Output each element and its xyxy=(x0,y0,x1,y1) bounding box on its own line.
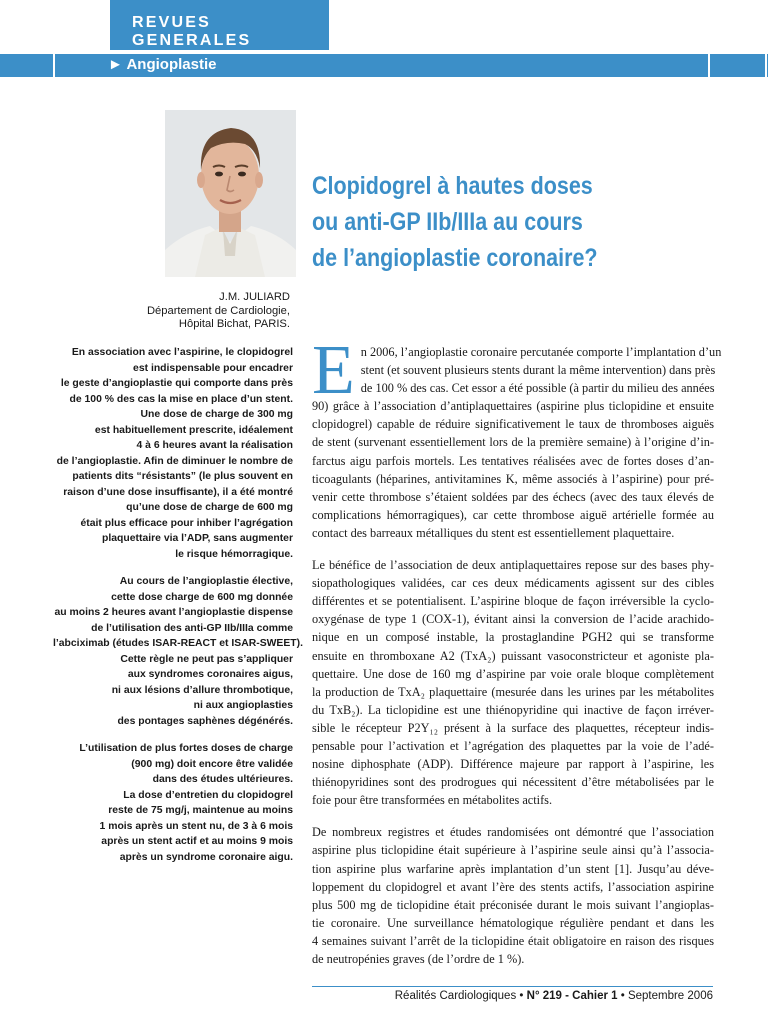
summary-line: dans des études ultérieures. xyxy=(152,774,293,785)
summary-line: est habituellement prescrite, idéalement xyxy=(94,424,293,436)
subsection-label: ► Angioplastie xyxy=(108,56,217,73)
body-paragraph xyxy=(312,556,714,809)
body-line: complications hémorragiques), car cette thrombose aiguë artérielle formée au xyxy=(312,507,714,522)
body-paragraph xyxy=(312,823,714,968)
page-footer xyxy=(395,990,713,1002)
author-photo xyxy=(165,110,296,277)
body-line: 90) grâce à l’association d’antiplaquettaires (aspirine plus ticlopidine et ensuite xyxy=(312,399,714,414)
summary-line: au moins 2 heures avant l’angioplastie dispense xyxy=(54,607,293,618)
body-line: aspirine plus ticlopidine était supérieure à l’aspirine seule ainsi qu’à l’associa- xyxy=(312,843,714,858)
summary-line: 4 à 6 heures avant la réalisation xyxy=(136,440,293,451)
body-line: tion aspirine plus warfarine après implantation d’un stent [1]. Jusqu’au déve- xyxy=(312,861,714,876)
body-line: du TxB₂). La ticlopidine est une thiénopyridine qui inactive de façon irréver- xyxy=(312,702,714,717)
summary-line: après un stent actif et au moins 9 mois xyxy=(101,836,293,847)
body-line: loppement du clopidogrel et avant l’ère des stents actifs, l’association aspirine xyxy=(312,879,714,894)
summary-line: était plus efficace pour inhiber l’agrégation xyxy=(80,517,293,529)
body-line: différentes et se potentialisent. L’aspirine bloque de façon irréversible la cyclo- xyxy=(312,594,714,609)
body-line: stent (et souvent plusieurs stents durant la même intervention) dans près xyxy=(360,363,716,378)
body-line: 4 semaines suivant l’arrêt de la ticlopidine était obligatoire en raison des risques xyxy=(312,933,714,948)
subsection-bar-left-chip xyxy=(0,54,53,77)
author-department: Département de Cardiologie, xyxy=(146,304,290,317)
body-column xyxy=(312,332,722,982)
footer-issue: N° 219 - Cahier 1 xyxy=(526,990,618,1002)
summary-line: Une dose de charge de 300 mg xyxy=(140,409,293,420)
body-line: de stent (survenant essentiellement lors de la première semaine) à l’origine d’in- xyxy=(312,435,714,450)
subsection-bar xyxy=(55,54,768,77)
body-line: n 2006, l’angioplastie coronaire percutanée comporte l’implantation d’un xyxy=(360,345,722,359)
summary-line: de l’utilisation des anti-GP IIb/IIIa comme xyxy=(91,622,293,634)
body-line: contact des barreaux métalliques du stent est essentiellement plaquettaire. xyxy=(312,525,675,540)
bar-divider xyxy=(765,54,767,77)
section-tab-label: REVUES GENERALES xyxy=(132,14,252,49)
summary-line: L’utilisation de plus fortes doses de charge xyxy=(79,743,293,754)
summary-line: La dose d’entretien du clopidogrel xyxy=(123,789,293,801)
body-line: nosine diphosphate (ADP). Différence majeure par rapport à l’aspirine, les xyxy=(312,757,714,772)
summary-line: aux syndromes coronaires aigus, xyxy=(127,669,293,680)
summary-line: En association avec l’aspirine, le clopidogrel xyxy=(71,347,293,358)
title-line: ou anti-GP IIb/IIIa au cours xyxy=(312,208,583,236)
body-paragraph xyxy=(312,332,722,542)
summary-line: après un syndrome coronaire aigu. xyxy=(119,851,293,863)
body-line: ticoagulants (héparines, antivitamines K, même associés à l’aspirine) pour pré- xyxy=(312,471,714,486)
summary-line: de l’angioplastie. Afin de diminuer le nombre de xyxy=(56,455,293,467)
footer-separator: • xyxy=(617,990,628,1002)
body-line: de neutropénies graves (de l’ordre de 1 %). xyxy=(312,952,525,966)
body-line: plus 500 mg de ticlopidine était préconisée durant le mois suivant l’angioplas- xyxy=(312,897,714,912)
body-line: sible le récepteur P2Y₁₂ présent à la surface des plaquettes, récepteur indis- xyxy=(312,720,714,735)
body-line: farctus aigu parfois mortels. Les tentatives réalisées avec de fortes doses d’an- xyxy=(312,453,714,468)
body-line: clopidogrel) capable de réduire significativement le taux de thromboses aiguës xyxy=(312,417,714,432)
summary-line: Au cours de l’angioplastie élective, xyxy=(119,576,293,587)
bar-divider xyxy=(708,54,710,77)
body-line: oxygénase de type 1 (COX-1), évitant ainsi la conversion de l’acide arachido- xyxy=(312,612,714,627)
summary-line: qu’une dose de charge de 600 mg xyxy=(126,502,293,513)
summary-line: plaquettaire via l’ADP, sans augmenter xyxy=(102,533,293,544)
author-affiliation xyxy=(147,291,290,332)
body-line: tie coronaire. Une surveillance hématologique régulière pendant et dans les xyxy=(312,915,714,930)
footer-date: Septembre 2006 xyxy=(627,990,713,1002)
body-line: De nombreux registres et études randomisées ont démontré que l’association xyxy=(312,825,714,840)
summary-line: le geste d’angioplastie qui comporte dans près xyxy=(60,378,293,389)
body-line: nique en un composé instable, la prostaglandine PGH2 qui se transforme xyxy=(312,630,714,645)
summary-line: le risque hémorragique. xyxy=(175,548,293,560)
body-line: venir cette thrombose s’étaient soldées par des échecs (avec des taux élevés de xyxy=(312,489,714,504)
section-tab xyxy=(110,0,329,50)
summary-column xyxy=(53,345,303,877)
title-line: Clopidogrel à hautes doses xyxy=(312,172,593,200)
drop-cap: E xyxy=(312,332,355,409)
summary-line: des pontages saphènes dégénérés. xyxy=(117,715,293,727)
body-line: foie pour être transformées en métabolites actifs. xyxy=(312,793,553,808)
footer-journal: Réalités Cardiologiques xyxy=(394,990,517,1002)
summary-line: ni aux lésions d’allure thrombotique, xyxy=(111,684,293,696)
title-line: de l’angioplastie coronaire? xyxy=(312,244,598,272)
footer-separator: • xyxy=(516,990,527,1002)
summary-line: est indispensable pour encadrer xyxy=(133,362,293,374)
summary-line: ni aux angioplasties xyxy=(193,700,293,711)
article-title xyxy=(312,168,673,276)
summary-paragraph xyxy=(53,741,293,865)
body-line: Le bénéfice de l’association de deux antiplaquettaires repose sur des bases phy- xyxy=(312,558,714,573)
summary-paragraph xyxy=(53,574,303,729)
body-line: thiénopyridines sont des prodrogues qui nécessitent d’être métabolisées par le xyxy=(312,775,714,790)
summary-line: raison d’une dose insuffisante), il a été montré xyxy=(63,486,293,498)
summary-line: patients dits “résistants” (le plus souvent en xyxy=(72,471,293,482)
summary-line: l’abciximab (études ISAR-REACT et ISAR-SWEET). xyxy=(53,638,303,649)
body-line: pensable pour l’activation et l’agrégation des plaquettes par la voie de l’adé- xyxy=(312,738,714,753)
body-line: siopathologiques validées, car ces deux médicaments agissent sur des cibles xyxy=(312,576,714,591)
summary-line: Cette règle ne peut pas s’appliquer xyxy=(120,653,293,665)
body-line: ensuite en thromboxane A2 (TxA₂) puissant vasoconstricteur et agoniste pla- xyxy=(312,648,714,663)
footer-rule xyxy=(312,986,713,987)
body-line: la production de TxA₂ plaquettaire (mesurée dans les urines par les métabolites xyxy=(312,684,714,699)
summary-line: reste de 75 mg/j, maintenue au moins xyxy=(108,805,293,816)
author-portrait-image xyxy=(165,110,296,277)
summary-line: (900 mg) doit encore être validée xyxy=(131,758,293,770)
summary-paragraph xyxy=(53,345,293,562)
summary-line: cette dose charge de 600 mg donnée xyxy=(111,591,293,603)
summary-line: de 100 % des cas la mise en place d’un stent. xyxy=(69,393,293,405)
body-line: quettaire. Une dose de 160 mg d’aspirine par voie orale bloque complètement xyxy=(312,666,714,681)
author-hospital: Hôpital Bichat, PARIS. xyxy=(178,318,290,330)
body-line: de 100 % des cas. Cet essor a été possible (à partir du milieu des années xyxy=(360,381,715,396)
author-name: J.M. JULIARD xyxy=(219,291,290,303)
summary-line: 1 mois après un stent nu, de 3 à 6 mois xyxy=(99,820,293,832)
